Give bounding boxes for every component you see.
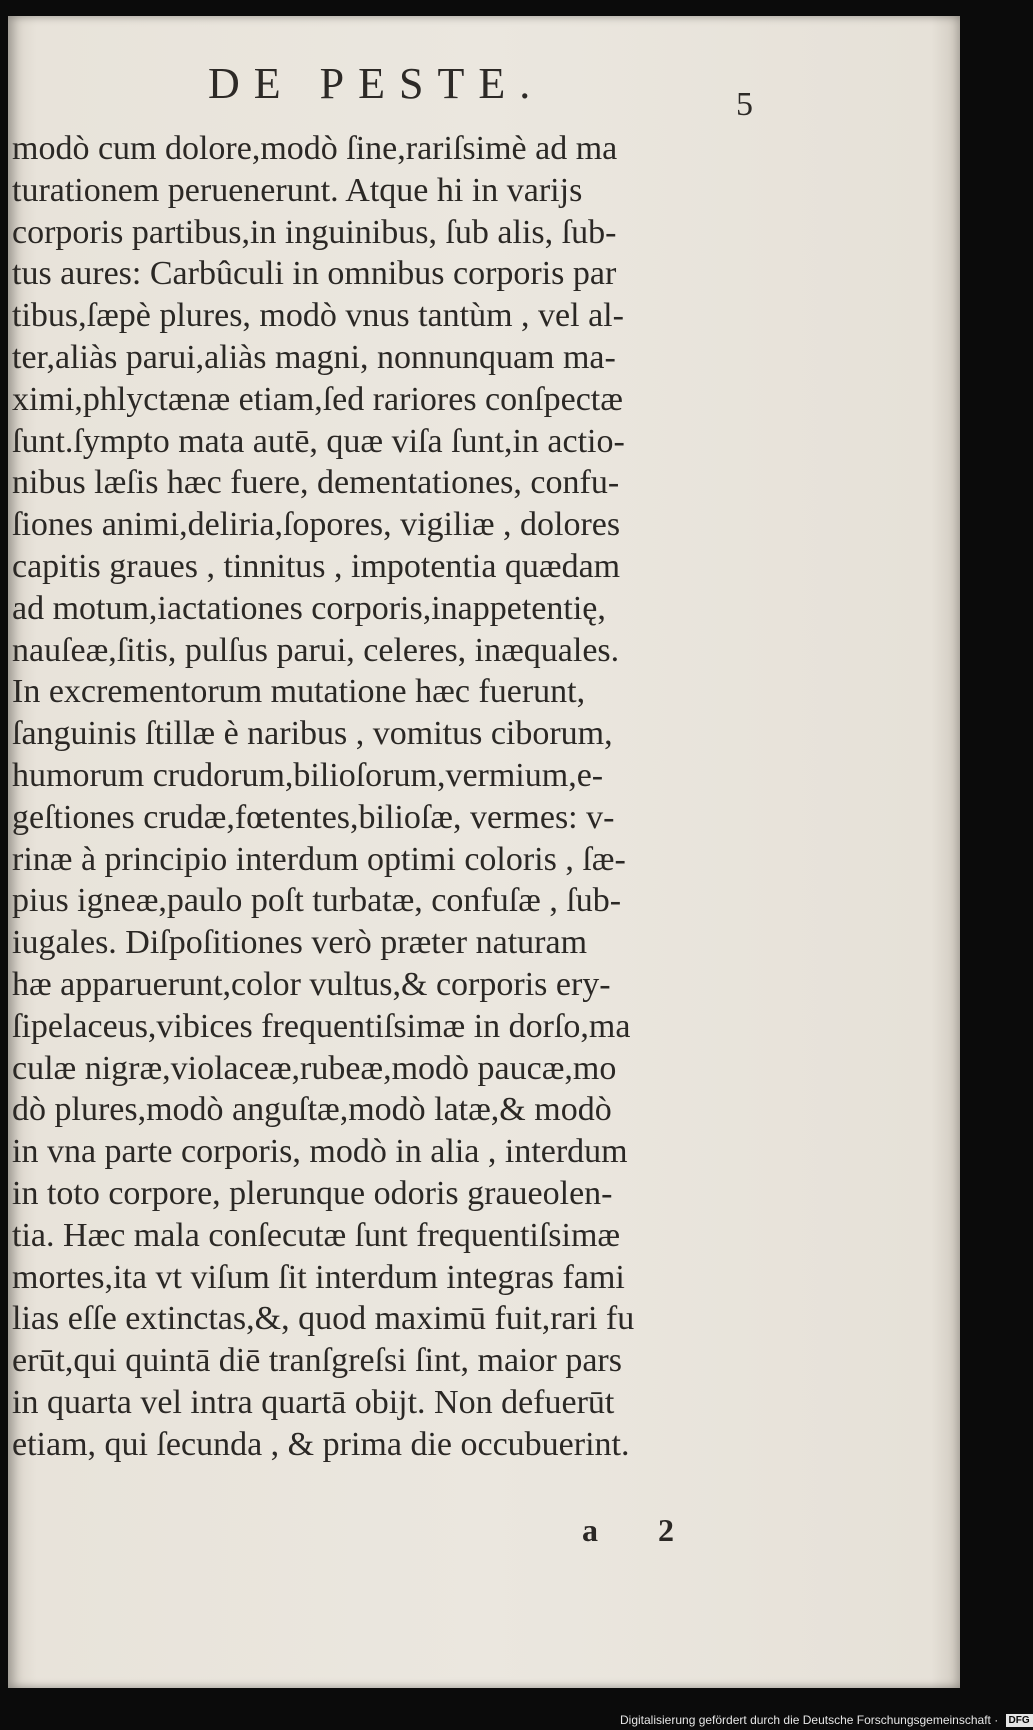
body-text: [12, 128, 772, 1466]
text-line: tus aures: Carbûculi in omnibus corporis par: [12, 255, 617, 293]
text-line: culæ nigræ,violaceæ,rubeæ,modò paucæ,mo: [12, 1049, 617, 1087]
running-header: DE PESTE.: [208, 59, 545, 108]
text-line: in toto corpore, plerunque odoris graueolen-: [12, 1174, 613, 1212]
text-line: hæ apparuerunt,color vultus,& corporis ery-: [12, 965, 611, 1003]
text-line: erūt,qui quintā diē tranſgreſsi ſint, maior pars: [12, 1342, 622, 1380]
text-line: tibus,ſæpè plures, modò vnus tantùm , vel al-: [12, 297, 624, 335]
digitization-credit: [620, 1712, 1033, 1728]
text-line: modò cum dolore,modò ſine,rariſsimè ad ma: [12, 130, 618, 167]
text-line: ad motum,iactationes corporis,inappetentię,: [12, 589, 606, 627]
text-line: capitis graues , tinnitus , impotentia quædam: [12, 547, 621, 585]
text-line: nibus læſis hæc fuere, dementationes, confu-: [12, 464, 620, 502]
text-line: in vna parte corporis, modò in alia , interdum: [12, 1133, 628, 1171]
text-line: pius igneæ,paulo poſt turbatæ, confuſæ , ſub-: [12, 882, 622, 920]
text-line: ſanguinis ſtillæ è naribus , vomitus ciborum,: [12, 715, 613, 753]
text-line: etiam, qui ſecunda , & prima die occubuerint.: [12, 1425, 630, 1463]
text-line: in quarta vel intra quartā obijt. Non defuerūt: [12, 1383, 615, 1421]
text-line: ximi,phlyctænæ etiam,ſed rariores conſpectæ: [12, 380, 623, 418]
dfg-logo-icon: DFG: [1006, 1714, 1033, 1727]
text-line: tia. Hæc mala conſecutæ ſunt frequentiſsimæ: [12, 1216, 621, 1254]
text-line: ſunt.ſympto mata autē, quæ viſa ſunt,in actio-: [12, 422, 625, 460]
text-line: rinæ à principio interdum optimi coloris , ſæ-: [12, 840, 626, 878]
text-line: ſiones animi,deliria,ſopores, vigiliæ , dolores: [12, 506, 621, 544]
signature-mark: a 2: [582, 1512, 700, 1548]
text-line: geſtiones crudæ,fœtentes,bilioſæ, vermes: v-: [12, 798, 615, 836]
text-line: humorum crudorum,bilioſorum,vermium,e-: [12, 756, 604, 794]
text-line: corporis partibus,in inguinibus, ſub alis, ſub-: [12, 213, 617, 251]
credit-text: Digitalisierung gefördert durch die Deutsche Forschungsgemeinschaft ·: [620, 1713, 999, 1727]
text-line: In excrementorum mutatione hæc fuerunt,: [12, 673, 586, 711]
book-page: [8, 16, 960, 1688]
text-line: mortes,ita vt viſum ſit interdum integras fami: [12, 1258, 625, 1296]
text-line: lias eſſe extinctas,&, quod maximū fuit,rari fu: [12, 1300, 635, 1338]
text-line: dò plures,modò anguſtæ,modò latæ,& modò: [12, 1091, 612, 1129]
text-line: ſipelaceus,vibices frequentiſsimæ in dorſo,ma: [12, 1007, 631, 1045]
text-line: turationem peruenerunt. Atque hi in varijs: [12, 171, 583, 209]
text-line: nauſeæ,ſitis, pulſus parui, celeres, inæquales.: [12, 631, 620, 669]
page-number: 5: [736, 86, 753, 123]
text-line: iugales. Diſpoſitiones verò præter naturam: [12, 924, 588, 962]
text-line: ter,aliàs parui,aliàs magni, nonnunquam ma-: [12, 338, 616, 376]
